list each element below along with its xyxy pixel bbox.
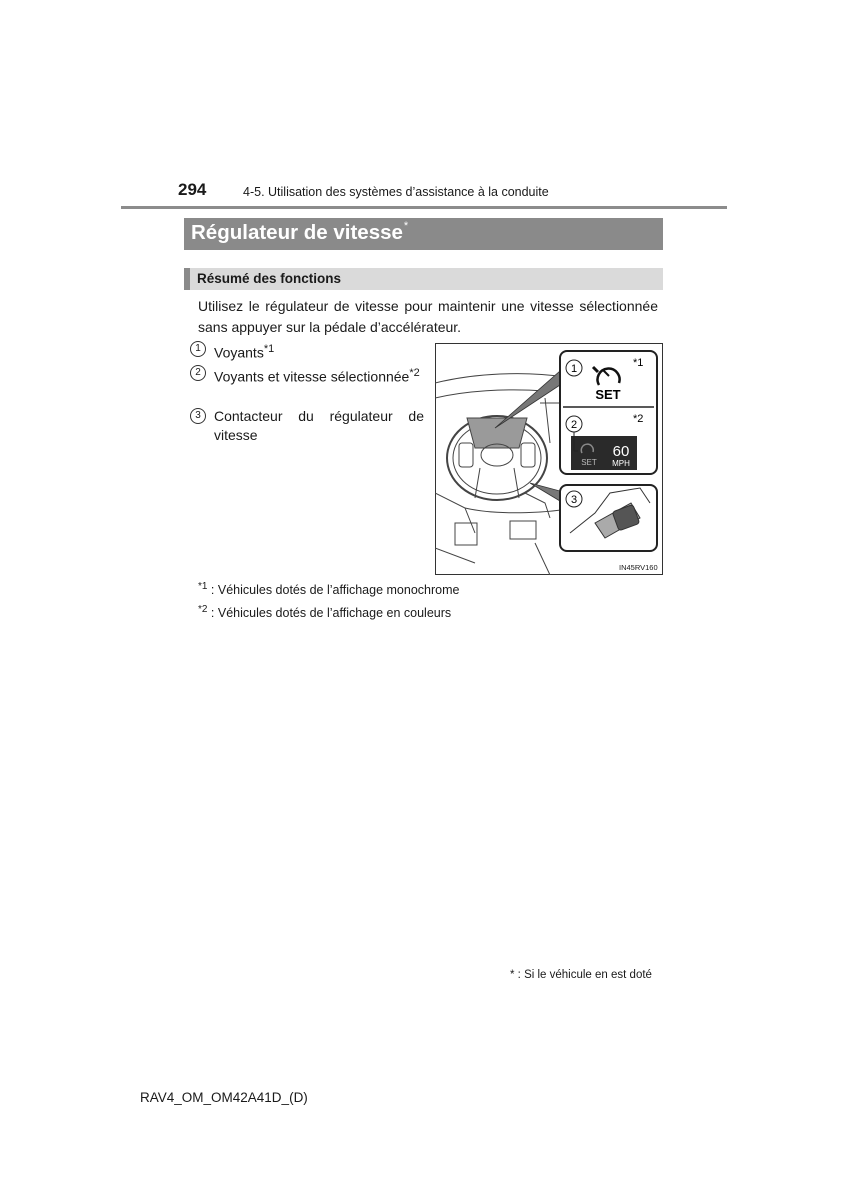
cruise-control-illustration: [435, 343, 663, 575]
item-number: 3: [190, 408, 206, 424]
item-note: *2: [409, 367, 420, 379]
footnote-text: : Véhicules dotés de l’affichage en couleurs: [207, 606, 452, 621]
list-item: [190, 364, 424, 387]
footnote: [198, 604, 451, 620]
note-text: : Si le véhicule en est doté: [514, 969, 652, 981]
display-unit: MPH: [612, 459, 630, 468]
page-title-text: Régulateur de vitesse: [191, 221, 403, 244]
title-mark: *: [403, 220, 409, 232]
item-text: Voyants et vitesse sélectionnée: [214, 368, 410, 385]
item-text: Voyants: [214, 344, 264, 361]
section-title: Résumé des fonctions: [197, 271, 342, 286]
footnote-text: : Véhicules dotés de l’affichage monochrome: [207, 583, 460, 598]
note-mark: *: [510, 969, 515, 981]
figure-note-2: *2: [633, 413, 644, 425]
display-set: SET: [581, 458, 597, 467]
intro-paragraph: Utilisez le régulateur de vitesse pour maintenir une vitesse sélectionnée sans appuyer sur la pédale d’accélérateur.: [198, 298, 658, 335]
list-item: [190, 340, 424, 363]
callout-3: 3: [570, 494, 578, 506]
item-note: *1: [263, 343, 275, 355]
figure-note-1: *1: [633, 357, 644, 369]
footnote-mark: *2: [198, 604, 208, 615]
item-number: 2: [190, 365, 206, 381]
footnote-mark: *1: [198, 581, 208, 592]
figure-code: IN45RV160: [619, 563, 658, 572]
item-text: Contacteur du régulateur de vitesse: [214, 408, 424, 443]
section-bar: [184, 268, 663, 290]
list-item: [190, 407, 424, 445]
page-title: [191, 221, 408, 245]
display-speed: 60: [612, 443, 630, 460]
footer-code: RAV4_OM_OM42A41D_(D): [140, 1090, 308, 1105]
callout-2: 2: [570, 419, 578, 431]
chapter-title: 4-5. Utilisation des systèmes d’assistance à la conduite: [243, 185, 549, 199]
footnote: [198, 581, 459, 597]
title-bar: [184, 218, 663, 250]
page-number: 294: [178, 180, 207, 199]
item-number: 1: [190, 341, 206, 357]
availability-note: [510, 969, 652, 981]
set-label: SET: [595, 387, 621, 402]
header-rule: [121, 206, 727, 209]
callout-1: 1: [570, 363, 578, 375]
